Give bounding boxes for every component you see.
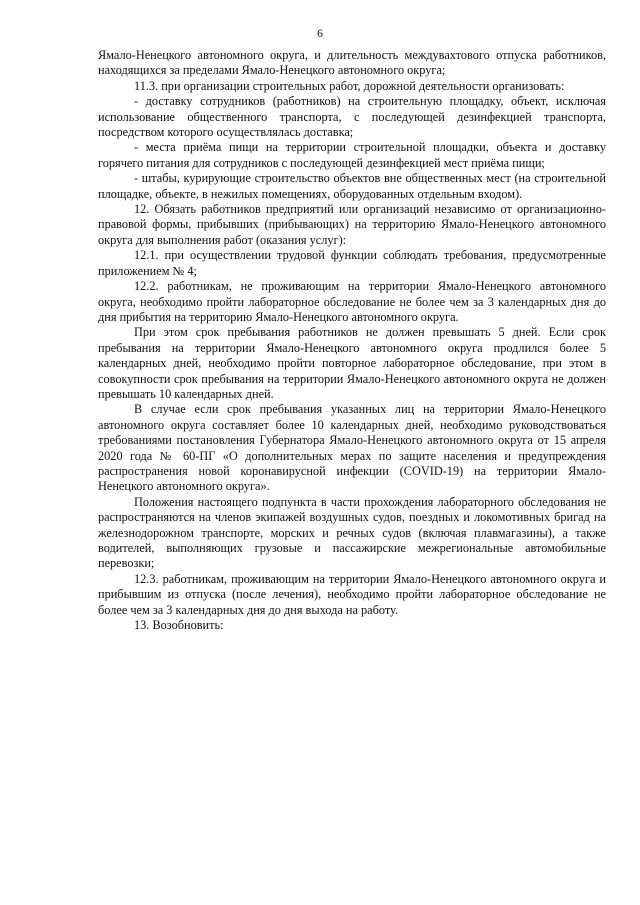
document-body <box>98 48 606 633</box>
page-number: 6 <box>317 28 323 40</box>
paragraph-headquarters: - штабы, курирующие строительство объектов вне общественных мест (на строительной площадке, объекте, в нежилых помещениях, оборудованных отдельным входом). <box>98 171 606 201</box>
paragraph-continuation: Ямало-Ненецкого автономного округа, и длительность междувахтового отпуска работников, находящихся за пределами Ямало-Ненецкого автономного округа; <box>98 48 606 78</box>
paragraph-exemptions: Положения настоящего подпункта в части прохождения лабораторного обследования не распространяются на членов экипажей воздушных судов, поездных и локомотивных бригад на железнодорожном транспорте, морских и речных судов (включая плавмагазины), а также водителей, выполняющих грузовые и пассажирские межрегиональные автомобильные перевозки; <box>98 494 606 571</box>
paragraph-delivery: - доставку сотрудников (работников) на строительную площадку, объект, исключая использование общественного транспорта, с последующей дезинфекцией транспорта, посредством которого осуществлялась доставка; <box>98 94 606 140</box>
paragraph-12-3: 12.3. работникам, проживающим на территории Ямало-Ненецкого автономного округа и прибывшим из отпуска (после лечения), необходимо пройти лабораторное обследование не более чем за 3 календарных дня до дня выхода на работу. <box>98 571 606 617</box>
paragraph-meal-places: - места приёма пищи на территории строительной площадки, объекта и доставку горячего питания для сотрудников с последующей дезинфекцией мест приёма пищи; <box>98 140 606 170</box>
paragraph-stay-duration: При этом срок пребывания работников не должен превышать 5 дней. Если срок пребывания на территории Ямало-Ненецкого автономного округа продлился более 5 календарных дней, необходимо пройти повторное лабораторное обследование, при этом в совокупности срок пребывания на территории Ямало-Ненецкого автономного округа не должен превышать 10 календарных дней. <box>98 325 606 401</box>
paragraph-13: 13. Возобновить: <box>134 618 224 633</box>
paragraph-12: 12. Обязать работников предприятий или организаций независимо от организационно-правовой формы, прибывших (прибывающих) на территорию Ямало-Ненецкого автономного округа для выполнения работ (оказания услуг): <box>98 202 606 247</box>
paragraph-11-3: 11.3. при организации строительных работ, дорожной деятельности организовать: <box>134 78 565 93</box>
paragraph-12-1: 12.1. при осуществлении трудовой функции соблюдать требования, предусмотренные приложением № 4; <box>98 248 606 278</box>
paragraph-long-stay: В случае если срок пребывания указанных лиц на территории Ямало-Ненецкого автономного округа составляет более 10 календарных дней, необходимо руководствоваться требованиями постановления Губернатора Ямало-Ненецкого автономного округа от 15 апреля 2020 года № 60-ПГ «О дополнительных мерах по защите населения и предупреждения распространения новой коронавирусной инфекции (COVID-19) на территории Ямало-Ненецкого автономного округа». <box>98 402 606 494</box>
paragraph-12-2: 12.2. работникам, не проживающим на территории Ямало-Ненецкого автономного округа, необходимо пройти лабораторное обследование не более чем за 3 календарных дня до дня прибытия на территорию Ямало-Ненецкого автономного округа. <box>98 279 606 324</box>
